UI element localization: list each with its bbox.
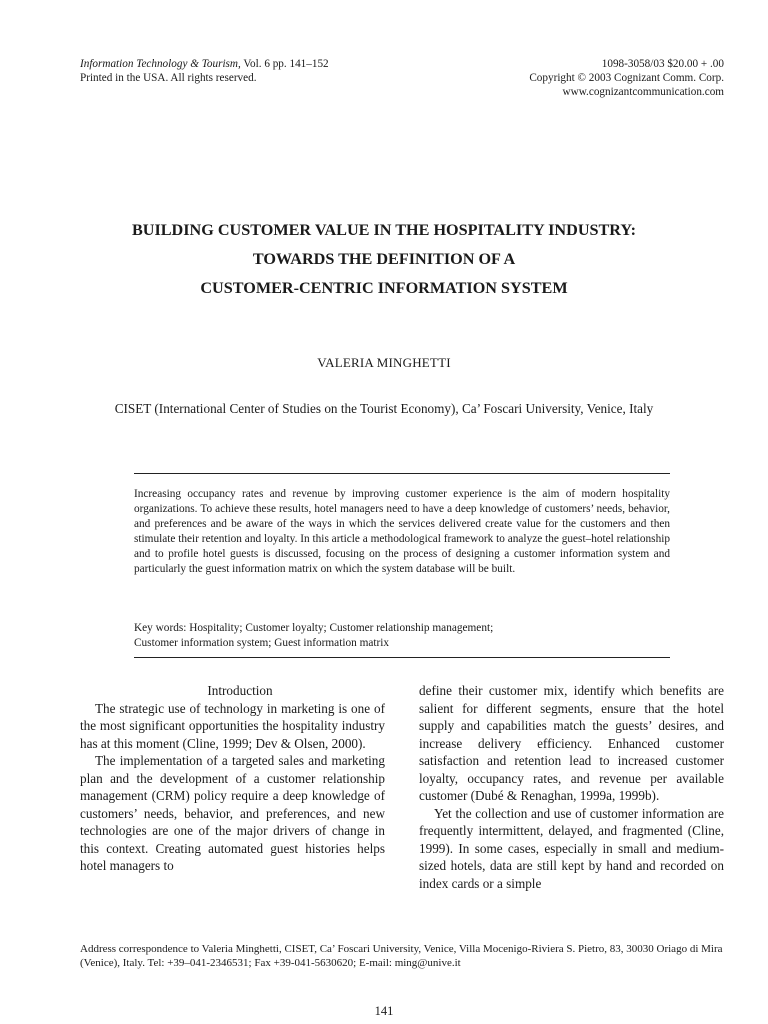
body-paragraph: The strategic use of technology in marketing is one of the most significant opportunities the hospitality industry has at this moment (Cline, 1999; Dev & Olsen, 2000). [80,700,385,751]
issn-price: 1098-3058/03 $20.00 + .00 [601,58,724,70]
keywords-line-1: Key words: Hospitality; Customer loyalty; Customer relationship management; [134,622,494,634]
title-line-3: CUSTOMER-CENTRIC INFORMATION SYSTEM [200,279,568,297]
printed-notice: Printed in the USA. All rights reserved. [80,72,257,84]
keywords-line-2: Customer information system; Guest information matrix [134,637,390,650]
correspondence-footnote: Address correspondence to Valeria Minghetti, CISET, Ca’ Foscari University, Venice, Villa Mocenigo-Riviera S. Pietro, 83, 30030 Oriago di Mira (Venice), Italy. Tel: +39–041-2346531; Fax +39-041-5630620; E-mail: ming@unive.it [80,943,723,970]
publisher-website: www.cognizantcommunication.com [562,86,724,98]
journal-citation [80,57,329,71]
keywords [134,621,670,651]
author-affiliation: CISET (International Center of Studies on the Tourist Economy), Ca’ Foscari University, Venice, Italy [114,401,654,416]
section-heading-introduction: Introduction [207,683,273,698]
body-column-left [80,682,385,875]
abstract-top-rule [134,473,670,474]
title-line-1: BUILDING CUSTOMER VALUE IN THE HOSPITALITY INDUSTRY: [131,221,637,239]
body-paragraph: define their customer mix, identify which benefits are salient for different segments, ensure that the hotel supply and capabilities match the guests’ desires, and increase delivery efficiency. Enhanced customer satisfaction and retention lead to increased customer loyalty, occupancy rates, and revenue per available customer (Dubé & Renaghan, 1999a, 1999b). [419,683,724,803]
article-title [40,216,728,303]
copyright-notice: Copyright © 2003 Cognizant Comm. Corp. [529,72,724,84]
body-paragraph: The implementation of a targeted sales and marketing plan and the development of a customer relationship management (CRM) policy require a deep knowledge of customers’ needs, behavior, and preferences, and new technologies are one of the major drivers of change in this context. Creating automated guest histories helps hotel managers to [80,753,385,873]
page-number: 141 [374,1004,394,1018]
body-paragraph: Yet the collection and use of customer information are frequently intermittent, delayed, and fragmented (Cline, 1999). In some cases, especially in small and medium-sized hotels, data are still kept by hand and recorded on index cards or a simple [419,805,724,891]
journal-name: Information Technology & Tourism, [80,58,241,70]
abstract-text: Increasing occupancy rates and revenue by improving customer experience is the aim of modern hospitality organizations. To achieve these results, hotel managers need to have a deep knowledge of customers’ needs, behavior, and preferences and be aware of the ways in which the services delivered create value for the customers and then stimulate their retention and loyalty. In this article a methodological framework to analyze the guest–hotel relationship and to profile hotel guests is discussed, focusing on the process of designing a customer information system and particularly the guest information matrix on which the system database will be built. [134,488,670,576]
journal-volume: Vol. 6 pp. 141–152 [240,58,329,70]
copyright-header [529,57,724,99]
title-line-2: TOWARDS THE DEFINITION OF A [252,250,516,268]
author-name: VALERIA MINGHETTI [317,355,451,370]
journal-header [80,57,329,85]
body-column-right [419,682,724,892]
abstract-bottom-rule [134,657,670,658]
